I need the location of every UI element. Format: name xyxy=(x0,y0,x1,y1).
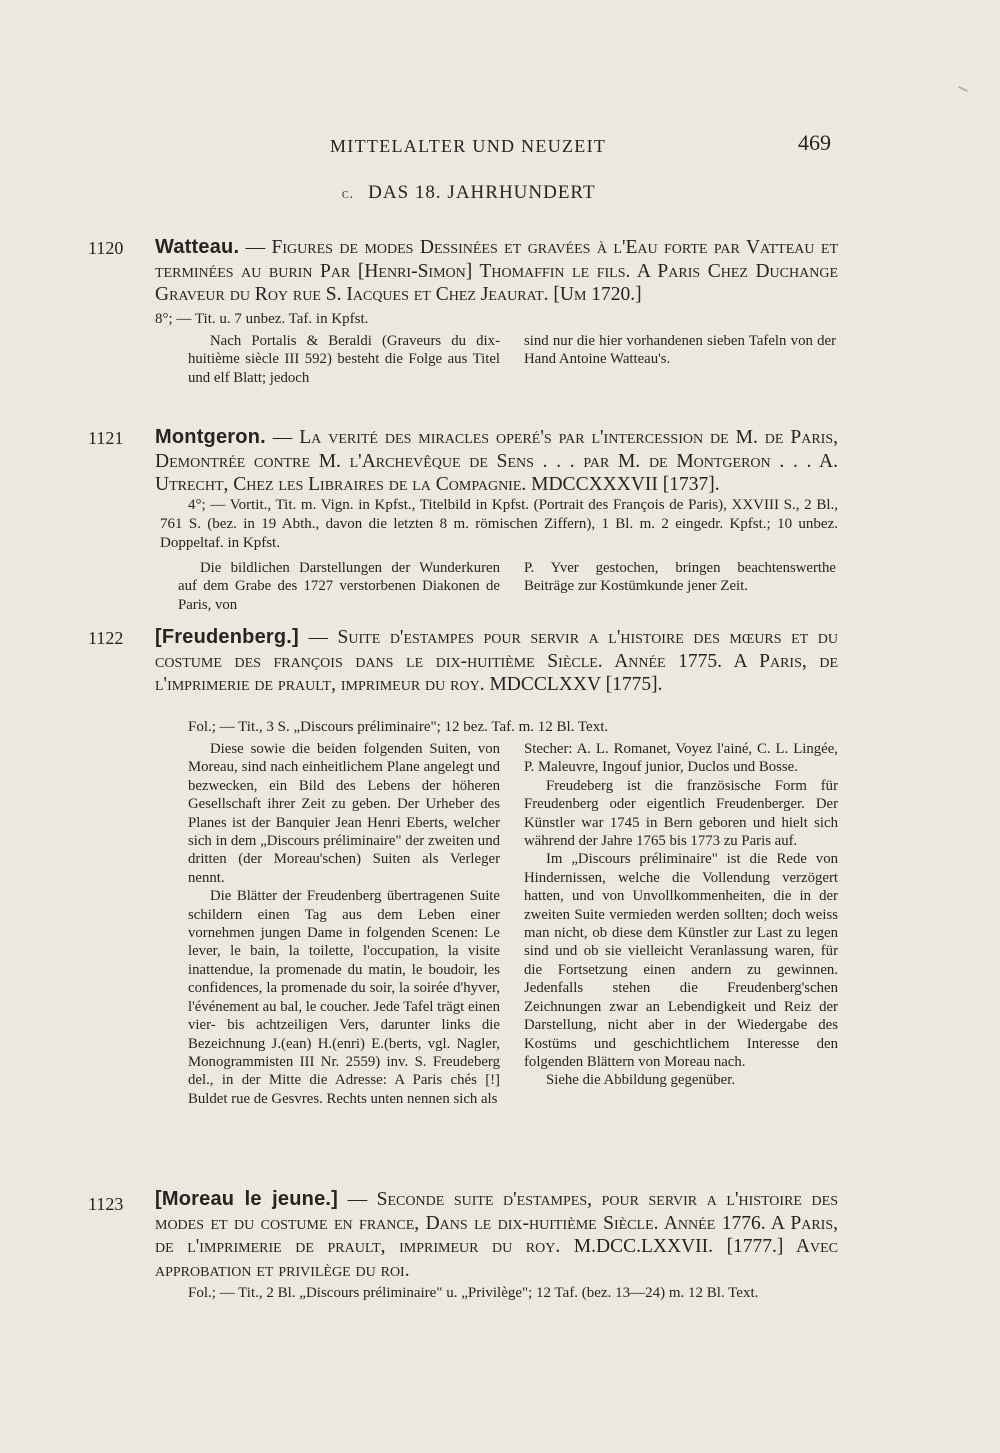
entry-number: 1122 xyxy=(88,628,124,648)
running-head xyxy=(0,128,1000,162)
entry-note-paragraph: Diese sowie die beiden folgenden Suiten, von Moreau, sind nach einheitlichem Plane angelegt und bezwecken, ein Bild des Lebens der höheren Gesellschaft ihrer Zeit zu geben. Der Urheber des Planes ist der Banquier Jean Henri Eberts, welcher sich in dem „Discours préliminaire" der zweiten und dritten (der Moreau'schen) Suiten als Verleger nennt. xyxy=(188,741,500,886)
entry-number: 1123 xyxy=(88,1194,124,1214)
section-heading xyxy=(342,182,596,204)
entry-title xyxy=(155,236,838,307)
entry-title-text: — Figures de modes Dessinées et gravées à l'Eau forte par Vatteau et terminées au burin Par [Henri-Simon] Thomaffin le fils. A Paris Chez Duchange Graveur du Roy rue S. Iacques et Chez Jeaurat. [Um 1720.] xyxy=(155,237,838,305)
entry-note-paragraph: Stecher: A. L. Romanet, Voyez l'ainé, C. L. Lingée, P. Maleuvre, Ingouf junior, Duclos und Bosse. xyxy=(524,741,838,776)
section-title: DAS 18. JAHRHUNDERT xyxy=(368,182,596,203)
entry-title-text: — La verité des miracles operé's par l'intercession de M. de Paris, Demontrée contre M. l'Archevêque de Sens . . . par M. de Montgeron . . . A. Utrecht, Chez les Libraires de la Compagnie. MDCCXXXVII [1737]. xyxy=(155,427,838,495)
entry-note-paragraph: Im „Discours préliminaire" ist die Rede von Hindernissen, welche die Vollendung verzögert hatten, und von Unvollkommenheiten, die in der zweiten Suite vermieden werden sollten; doch weiss man nicht, ob diese dem Künstler zur Last zu legen sind und ob sie vielleicht Veranlassung waren, für die Fortsetzung einen andern zu gewinnen. Jedenfalls stehen die Freudenberg'schen Zeichnungen zwar an Lebendigkeit und Reiz der Darstellung, nicht aber in der Wiedergabe des Kostüms und geschichtlichem Interesse den folgenden Blättern von Moreau nach. xyxy=(524,851,838,1070)
section-letter: c. xyxy=(342,187,355,202)
entry-author: [Moreau le jeune.] xyxy=(155,1188,339,1210)
page-corner-mark xyxy=(958,86,968,92)
entry-title xyxy=(155,426,838,497)
entry-title-text: — Seconde suite d'estampes, pour servir a l'histoire des modes et du costume en france, Dans le dix-huitième Siècle. Année 1776. A Paris, de l'imprimerie de prault, imprimeur du roy. M.DCC.LXXVII. [1777.] Avec approbation et privilège du roi. xyxy=(155,1189,838,1281)
entry-note-paragraph: Freudeberg ist die französische Form für Freudenberg oder eigentlich Freudenberger. Der Künstler war 1745 in Bern geboren und hielt sich während der Jahre 1765 bis 1773 zu Paris auf. xyxy=(524,777,838,850)
entry-collation: 4°; — Vortit., Tit. m. Vign. in Kpfst., Titelbild in Kpfst. (Portrait des François de Paris), XXVIII S., 2 Bl., 761 S. (bez. in 19 Abth., davon die letzten 8 m. römischen Ziffern), 1 Bl. m. 2 eingedr. Kpfst.; 10 unbez. Doppeltaf. in Kpfst. xyxy=(160,497,838,551)
entry-note-paragraph: Siehe die Abbildung gegenüber. xyxy=(546,1072,736,1089)
entry-note-left: Nach Portalis & Beraldi (Graveurs du dix-huitième siècle III 592) besteht die Folge aus Titel und elf Blatt; jedoch xyxy=(188,333,500,386)
entry-note-paragraph: Die Blätter der Freudenberg übertragenen Suite schildern einen Tag aus dem Leben einer vornehmen jungen Dame in folgenden Scenen: Le lever, le bain, la toilette, l'occupation, la visite inattendue, la promenade du matin, le boudoir, les confidences, la promenade du soir, la soirée d'hyver, l'événement au bal, le coucher. Jede Tafel trägt einen vier- bis achtzeiligen Vers, darunter links die Bezeichnung J.(ean) H.(enri) E.(berts, vgl. Nagler, Monogrammisten III Nr. 2559) inv. S. Freudeberg del., in der Mitte die Adresse: A Paris chés [!] Buldet rue de Gesvres. Rechts unten nennen sich als xyxy=(188,888,500,1107)
entry-note-right: sind nur die hier vorhandenen sieben Tafeln von der Hand Antoine Watteau's. xyxy=(524,333,836,368)
entry-number: 1120 xyxy=(88,238,124,258)
entry-collation: 8°; — Tit. u. 7 unbez. Taf. in Kpfst. xyxy=(155,311,369,327)
entry-title-text: — Suite d'estampes pour servir a l'histoire des mœurs et du costume des françois dans le dix-huitième Siècle. Année 1775. A Paris, de l'imprimerie de prault, imprimeur du roy. MDCCLXXV [1775]. xyxy=(155,627,838,695)
entry-title xyxy=(155,626,838,697)
entry-number: 1121 xyxy=(88,428,124,448)
entry-collation: Fol.; — Tit., 2 Bl. „Discours préliminaire" u. „Privilège"; 12 Taf. (bez. 13—24) m. 12 Bl. Text. xyxy=(188,1285,759,1301)
running-head-title: MITTELALTER UND NEUZEIT xyxy=(330,136,607,156)
page-number: 469 xyxy=(798,130,831,155)
entry-collation: Fol.; — Tit., 3 S. „Discours préliminaire"; 12 bez. Taf. m. 12 Bl. Text. xyxy=(188,719,609,735)
entry-title xyxy=(155,1188,838,1282)
entry-note-left-column xyxy=(188,740,500,1108)
entry-note-left: Die bildlichen Darstellungen der Wunderkuren auf dem Grabe des 1727 verstorbenen Diakonen de Paris, von xyxy=(178,560,500,613)
entry-note-right: P. Yver gestochen, bringen beachtenswerthe Beiträge zur Kostümkunde jener Zeit. xyxy=(524,560,836,595)
entry-author: Montgeron. xyxy=(155,426,266,448)
entry-author: Watteau. xyxy=(155,236,240,258)
entry-note-right-column xyxy=(524,740,838,1090)
entry-author: [Freudenberg.] xyxy=(155,626,299,648)
